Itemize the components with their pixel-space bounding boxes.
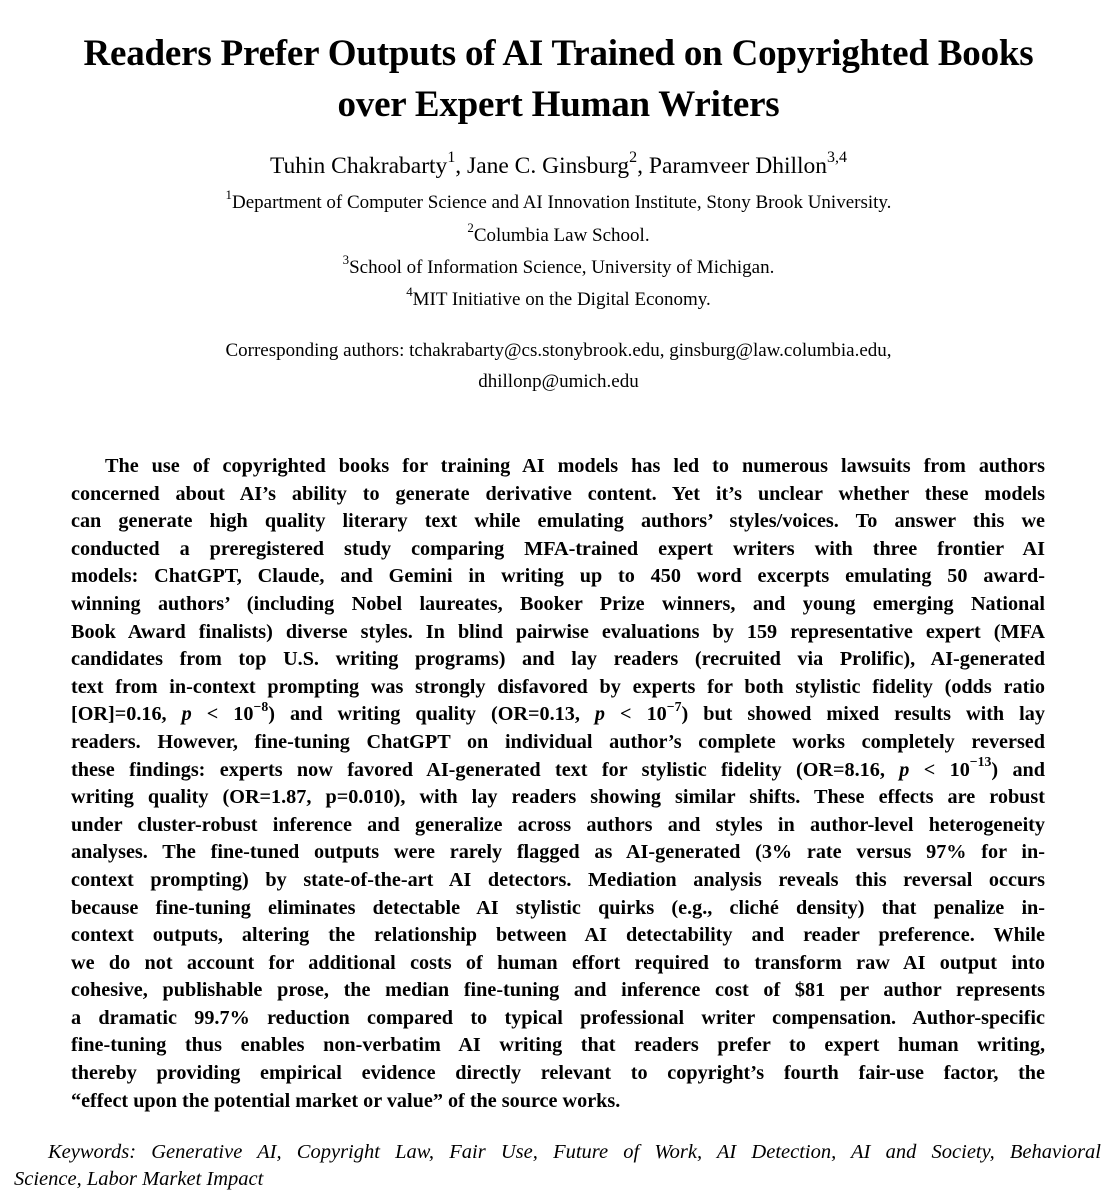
abstract-fragment: these findings: experts now favored AI-generated text for stylistic fidelity (OR=8.16, [71,758,900,781]
keywords [14,1139,1101,1193]
exponent: −7 [666,698,682,714]
paper-title-line-1: Readers Prefer Outputs of AI Trained on Copyrighted Books [83,33,1034,74]
abstract-line: cohesive, publishable prose, the median fine-tuning and inference cost of $81 per author represents [71,979,1045,1002]
author-separator: , [455,153,468,179]
abstract-line: winning authors’ (including Nobel laureates, Booker Prize winners, and young emerging National [71,592,1045,615]
exponent: −13 [969,753,992,769]
author-affiliation-mark: 2 [629,148,638,166]
abstract-line: we do not account for additional costs of human effort required to transform raw AI output into [71,951,1045,974]
abstract-fragment: ) and writing quality (OR=0.13, [268,703,595,726]
affiliation-text: MIT Initiative on the Digital Economy. [412,289,711,310]
abstract-fragment: < 10 [909,758,970,781]
affiliation-4 [0,283,1117,312]
abstract-line: under cluster-robust inference and generalize across authors and styles in author-level heterogeneity [71,813,1045,836]
affiliation-1 [0,186,1117,215]
abstract-fragment: < 10 [191,703,254,726]
abstract-line: a dramatic 99.7% reduction compared to typical professional writer compensation. Author-specific [71,1006,1045,1029]
keywords-line-2: Science, Labor Market Impact [14,1168,264,1190]
author-separator: , [637,153,649,179]
abstract-line: “effect upon the potential market or value” of the source works. [71,1089,621,1112]
abstract-line: fine-tuning thus enables non-verbatim AI writing that readers prefer to expert human writing, [71,1034,1045,1057]
affiliation-text: Columbia Law School. [473,225,650,246]
author-name: Paramveer Dhillon [648,153,828,179]
keywords-line-1: Keywords: Generative AI, Copyright Law, Fair Use, Future of Work, AI Detection, AI and Society, Behavioral [48,1141,1101,1163]
affiliation-text: Department of Computer Science and AI Innovation Institute, Stony Brook University. [232,192,892,213]
abstract-line: models: ChatGPT, Claude, and Gemini in writing up to 450 word excerpts emulating 50 award- [71,565,1045,588]
affiliation-mark: 2 [467,219,474,235]
p-value-symbol: p [181,703,192,726]
affiliation-mark: 4 [406,283,413,299]
abstract-line [71,753,1045,785]
abstract-line: analyses. The fine-tuned outputs were rarely flagged as AI-generated (3% rate versus 97% for in- [71,841,1045,864]
author-list [0,150,1117,182]
abstract-line: thereby providing empirical evidence directly relevant to copyright’s fourth fair-use factor, the [71,1062,1045,1085]
affiliation-mark: 1 [225,186,232,202]
affiliation-mark: 3 [342,251,350,267]
abstract-fragment: ) and [991,758,1045,781]
corresponding-line-1: Corresponding authors: tchakrabarty@cs.stonybrook.edu, ginsburg@law.columbia.edu, [225,340,892,361]
abstract-line: The use of copyrighted books for training AI models has led to numerous lawsuits from authors [105,455,1045,477]
abstract-line [71,698,1045,729]
abstract-line: concerned about AI’s ability to generate derivative content. Yet it’s unclear whether these models [71,482,1045,505]
abstract-fragment: ) but showed mixed results with lay [681,703,1045,726]
abstract-line: candidates from top U.S. writing programs) and lay readers (recruited via Prolific), AI-generated [71,648,1045,671]
paper-title [20,28,1097,130]
author-affiliation-mark: 3,4 [827,148,848,166]
abstract-line: can generate high quality literary text while emulating authors’ styles/voices. To answer this we [71,510,1045,533]
abstract-fragment: [OR]=0.16, [71,703,182,726]
author-name: Jane C. Ginsburg [467,153,630,179]
corresponding-line-2: dhillonp@umich.edu [478,371,639,392]
abstract-line: conducted a preregistered study comparing MFA-trained expert writers with three frontier AI [71,537,1045,560]
abstract-line: Book Award finalists) diverse styles. In blind pairwise evaluations by 159 representative expert (MFA [71,620,1045,643]
abstract-line: text from in-context prompting was strongly disfavored by experts for both stylistic fidelity (odds ratio [71,675,1045,698]
corresponding-authors [0,335,1117,397]
abstract-line: writing quality (OR=1.87, p=0.010), with lay readers showing similar shifts. These effects are robust [71,786,1045,809]
abstract-line: readers. However, fine-tuning ChatGPT on individual author’s complete works completely reversed [71,730,1045,753]
abstract [71,453,1045,1115]
abstract-line: context prompting) by state-of-the-art AI detectors. Mediation analysis reveals this reversal occurs [71,868,1045,891]
p-value-symbol: p [594,703,605,726]
p-value-symbol: p [899,758,910,781]
author-name: Tuhin Chakrabarty [269,153,448,179]
affiliation-3 [0,251,1117,280]
affiliation-text: School of Information Science, University of Michigan. [349,257,775,278]
exponent: −8 [253,698,269,714]
author-affiliation-mark: 1 [447,148,456,166]
abstract-line: because fine-tuning eliminates detectable AI stylistic quirks (e.g., cliché density) that penalize in- [71,896,1045,919]
paper-title-line-2: over Expert Human Writers [337,84,780,125]
abstract-line: context outputs, altering the relationship between AI detectability and reader preference. While [71,924,1045,947]
abstract-fragment: < 10 [605,703,667,726]
affiliation-2 [0,219,1117,248]
